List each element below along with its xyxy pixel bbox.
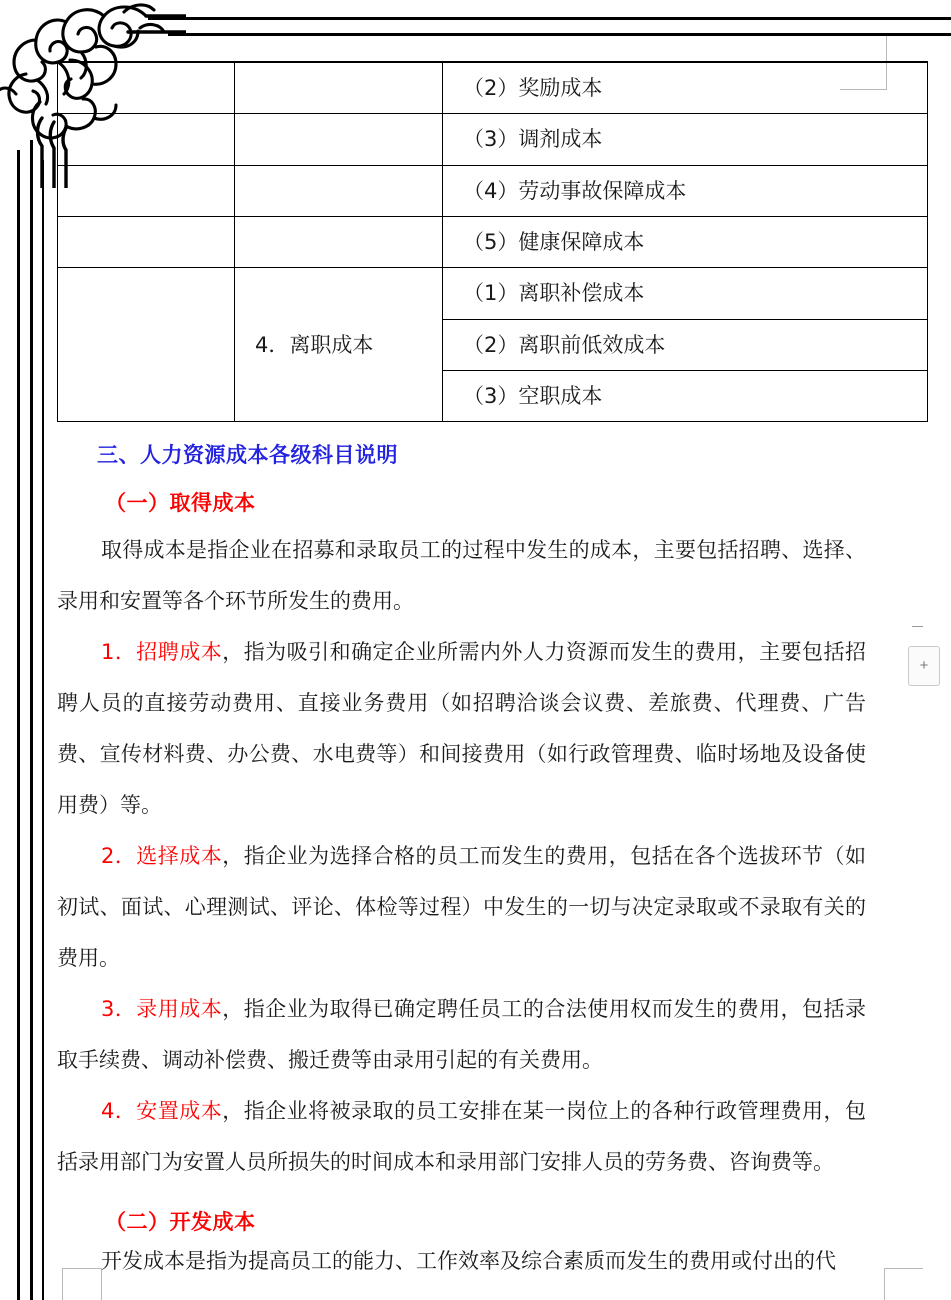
- margin-guide-bottom-right: [884, 1268, 923, 1300]
- heading-section-three: 三、人力资源成本各级科目说明: [97, 443, 398, 468]
- term-hiring-cost: 3．录用成本: [101, 997, 223, 1022]
- zoom-out-marker[interactable]: [912, 626, 923, 627]
- table-cell-level1: [58, 114, 235, 165]
- table-row: [58, 217, 928, 268]
- heading-subsection-two: （二）开发成本: [105, 1210, 256, 1235]
- table-row: [58, 114, 928, 165]
- zoom-in-button[interactable]: +: [908, 646, 940, 686]
- table-cell-level3: （1）离职补偿成本: [443, 268, 928, 319]
- paragraph-item-2: [57, 831, 866, 984]
- table-cell-level3: （2）奖励成本: [443, 62, 928, 114]
- frame-line-left-inner: [42, 160, 44, 1300]
- term-recruitment-cost: 1．招聘成本: [101, 640, 223, 665]
- heading-subsection-one: （一）取得成本: [105, 491, 256, 516]
- frame-line-left-outer: [17, 150, 20, 1300]
- table-cell-level1: [58, 165, 235, 216]
- paragraph-item-4-text: ，指企业将被录取的员工安排在某一岗位上的各种行政管理费用，包括录用部门为安置人员所损失的时间成本和录用部门安排人员的劳务费、咨询费等。: [57, 1099, 866, 1175]
- term-placement-cost: 4．安置成本: [101, 1099, 223, 1124]
- table-cell-level1: [58, 268, 235, 422]
- term-selection-cost: 2．选择成本: [101, 844, 223, 869]
- paragraph-acquisition-intro: 取得成本是指企业在招募和录取员工的过程中发生的成本，主要包括招聘、选择、录用和安置等各个环节所发生的费用。: [57, 538, 866, 614]
- table-cell-level2-exit-cost: 4．离职成本: [235, 268, 443, 422]
- frame-line-top-outer: [148, 17, 951, 20]
- table-row: [58, 268, 928, 319]
- hr-cost-subject-table: [57, 61, 928, 422]
- frame-line-top-inner: [168, 33, 951, 36]
- table-row: [58, 62, 928, 114]
- table-row: [58, 165, 928, 216]
- document-content: [57, 61, 866, 1287]
- table-cell-level3: （4）劳动事故保障成本: [443, 165, 928, 216]
- table-cell-level3: （3）调剂成本: [443, 114, 928, 165]
- paragraph-item-4: [57, 1086, 866, 1188]
- paragraph-item-3-text: ，指企业为取得已确定聘任员工的合法使用权而发生的费用，包括录取手续费、调动补偿费、搬迁费等由录用引起的有关费用。: [57, 997, 866, 1073]
- paragraph-item-3: [57, 984, 866, 1086]
- frame-line-left-middle: [30, 140, 33, 1300]
- paragraph-item-2-text: ，指企业为选择合格的员工而发生的费用，包括在各个选拔环节（如初试、面试、心理测试、评论、体检等过程）中发生的一切与决定录取或不录取有关的费用。: [57, 844, 866, 971]
- table-cell-level2: [235, 114, 443, 165]
- table-cell-level2: [235, 62, 443, 114]
- table-cell-level2: [235, 165, 443, 216]
- table-cell-level1: [58, 62, 235, 114]
- table-cell-level2: [235, 217, 443, 268]
- paragraph-item-1: [57, 627, 866, 831]
- table-cell-level1: [58, 217, 235, 268]
- table-cell-level3: （2）离职前低效成本: [443, 319, 928, 370]
- table-cell-level3: （5）健康保障成本: [443, 217, 928, 268]
- table-cell-level3: （3）空职成本: [443, 371, 928, 422]
- paragraph-development-intro: 开发成本是指为提高员工的能力、工作效率及综合素质而发生的费用或付出的代: [101, 1249, 836, 1274]
- paragraph-item-1-text: ，指为吸引和确定企业所需内外人力资源而发生的费用，主要包括招聘人员的直接劳动费用、直接业务费用（如招聘洽谈会议费、差旅费、代理费、广告费、宣传材料费、办公费、水电费等）和间接费用（如行政管理费、临时场地及设备使用费）等。: [57, 640, 866, 818]
